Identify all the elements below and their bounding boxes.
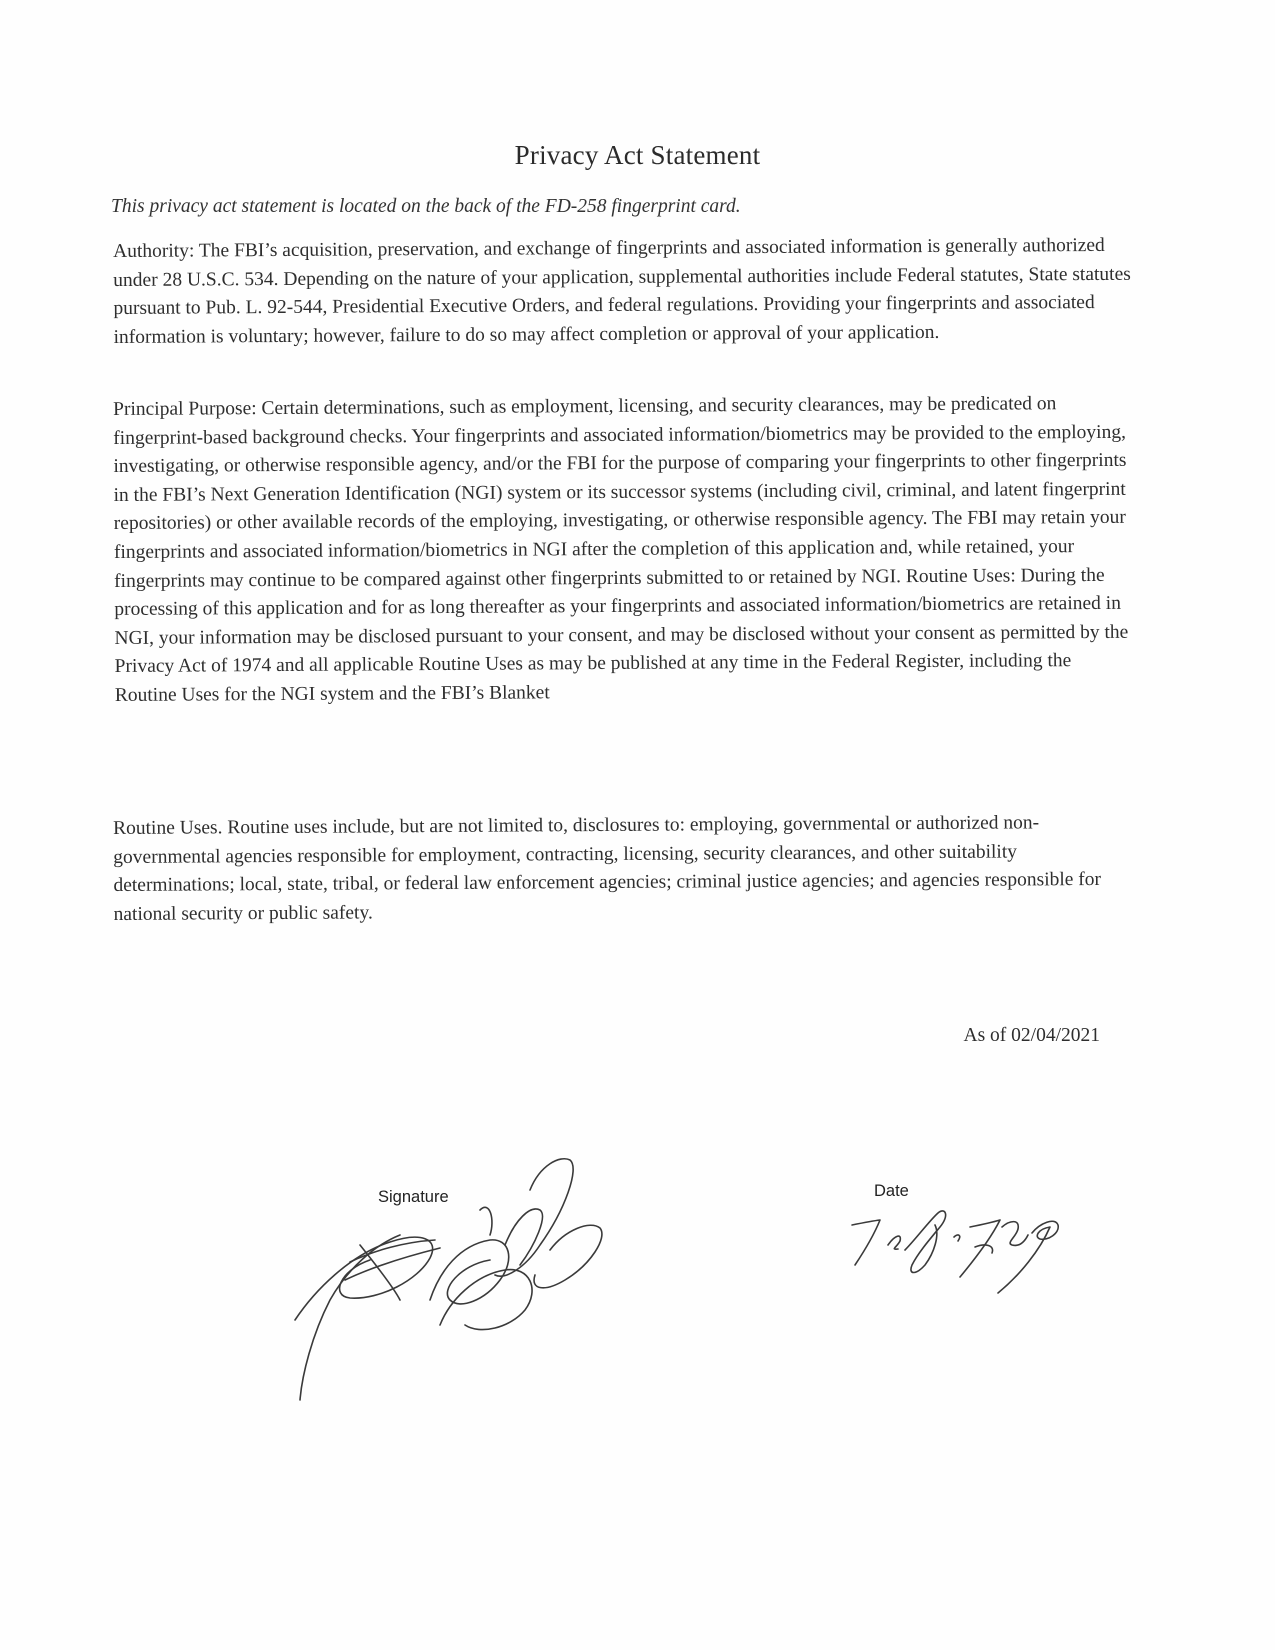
principal-purpose-paragraph: Principal Purpose: Certain determinations, such as employment, licensing, and security clearances, may be predicated on fingerprint-based background checks. Your fingerprints and associated information/biometrics may be provided to the employing, investigating, or otherwise responsible agency, and/or the FBI for the purpose of comparing your fingerprints to other fingerprints in the FBI’s Next Generation Identification (NGI) system or its successor systems (including civil, criminal, and latent fingerprint repositories) or other available records of the employing, investigating, or otherwise responsible agency. The FBI may retain your fingerprints and associated information/biometrics in NGI after the completion of this application and, while retained, your fingerprints may continue to be compared against other fingerprints submitted to or retained by NGI. Routine Uses: During the processing of this application and for as long thereafter as your fingerprints and associated information/biometrics are retained in NGI, your information may be disclosed pursuant to your consent, and may be disclosed without your consent as permitted by the Privacy Act of 1974 and all applicable Routine Uses as may be published at any time in the Federal Register, including the Routine Uses for the NGI system and the FBI’s Blanket xyxy=(113,393,1129,706)
as-of-date: As of 02/04/2021 xyxy=(963,1025,1100,1046)
routine-uses-paragraph: Routine Uses. Routine uses include, but are not limited to, disclosures to: employing, governmental or authorized non-governmental agencies responsible for employment, contracting, licensing, security clearances, and other suitability determinations; local, state, tribal, or federal law enforcement agencies; criminal justice agencies; and agencies responsible for national security or public safety. xyxy=(113,812,1102,925)
page-title: Privacy Act Statement xyxy=(514,140,761,170)
signature-label: Signature xyxy=(378,1188,449,1206)
authority-paragraph: Authority: The FBI’s acquisition, preservation, and exchange of fingerprints and associated information is generally authorized under 28 U.S.C. 534. Depending on the nature of your application, supplemental authorities include Federal statutes, State statutes pursuant to Pub. L. 92-544, Presidential Executive Orders, and federal regulations. Providing your fingerprints and associated information is voluntary; however, failure to do so may affect completion or approval of your application. xyxy=(113,234,1131,348)
date-label: Date xyxy=(874,1182,909,1200)
handwritten-date xyxy=(850,1205,1090,1305)
document-subtitle: This privacy act statement is located on the back of the FD-258 fingerprint card. xyxy=(111,196,741,217)
handwritten-signature xyxy=(290,1150,620,1410)
